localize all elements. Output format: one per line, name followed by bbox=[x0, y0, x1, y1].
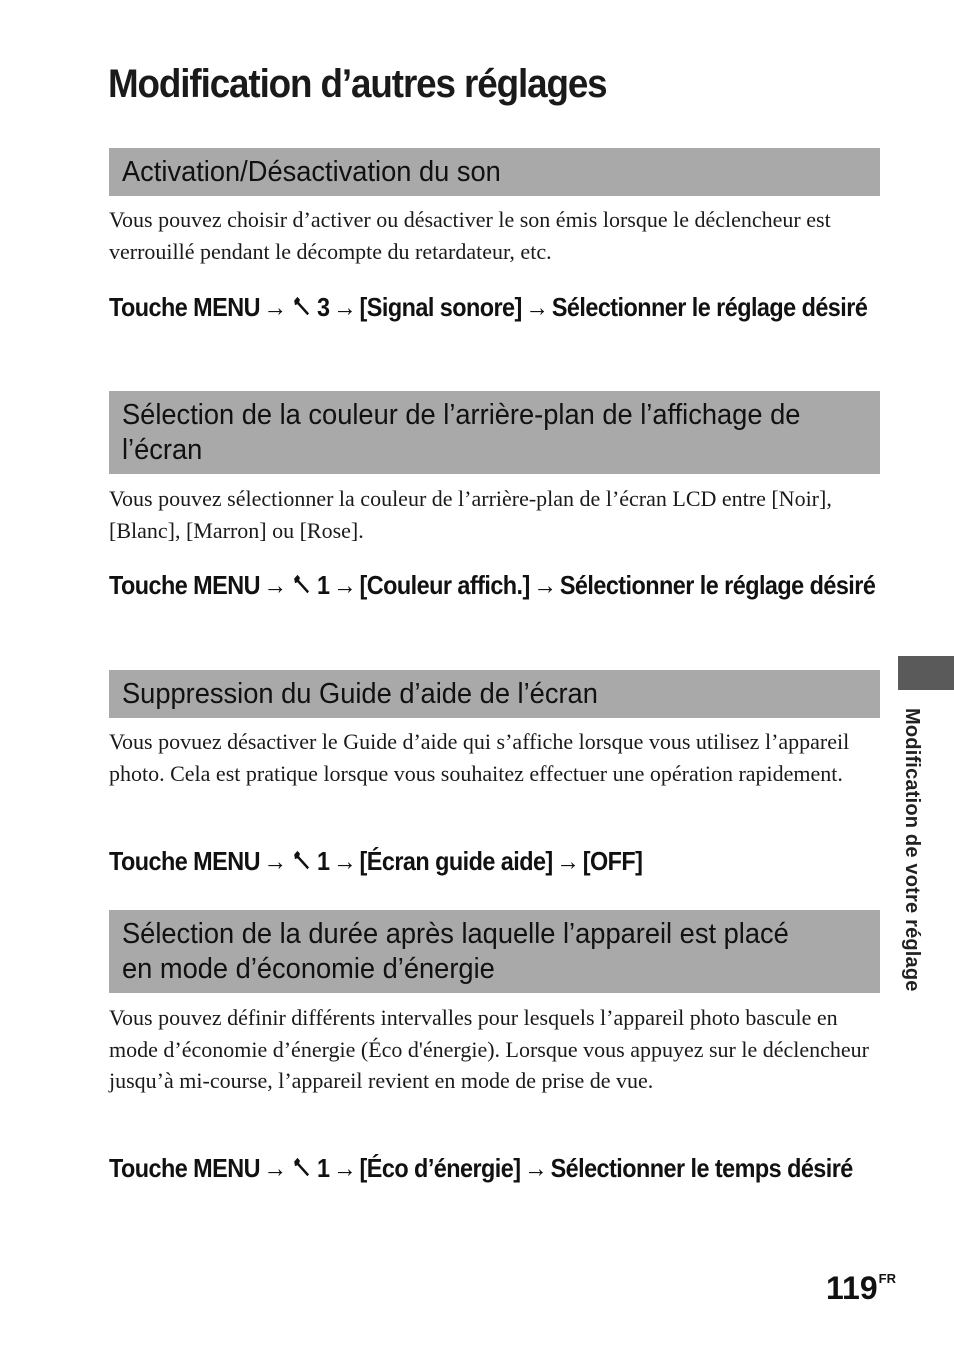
section-heading-power-save: Sélection de la durée après laquelle l’appareil est placé en mode d’économie d’énergie bbox=[109, 910, 880, 993]
arrow-icon: → bbox=[333, 570, 356, 600]
section-heading-sound: Activation/Désactivation du son bbox=[109, 148, 880, 196]
arrow-icon: → bbox=[263, 1153, 287, 1183]
procedure-sound: Touche MENU → 3 → [Signal sonore] → Sélectionner le réglage désiré bbox=[109, 289, 889, 325]
wrench-icon bbox=[292, 296, 312, 318]
section-body-background-color: Vous pouvez sélectionner la couleur de l’arrière-plan de l’écran LCD entre [Noir], [Blanc], [Marron] ou [Rose]. bbox=[109, 486, 832, 543]
arrow-icon: → bbox=[263, 846, 287, 876]
section-body-power-save: Vous pouvez définir différents intervalles pour lesquels l’appareil photo bascule en mode d’économie d’énergie (Éco d'énergie). Lorsque vous appuyez sur le déclencheur jusqu’à mi-course, l’appareil revient en mode de prise de vue. bbox=[109, 1005, 870, 1093]
arrow-icon: → bbox=[263, 570, 287, 600]
arrow-icon: → bbox=[333, 292, 356, 322]
chapter-tab-marker bbox=[898, 656, 954, 690]
arrow-icon: → bbox=[525, 292, 549, 322]
page-title: Modification d’autres réglages bbox=[108, 62, 607, 106]
arrow-icon: → bbox=[333, 846, 356, 876]
arrow-icon: → bbox=[333, 1153, 356, 1183]
procedure-power-save: Touche MENU → 1 → [Éco d’énergie] → Sélectionner le temps désiré bbox=[109, 1150, 889, 1186]
arrow-icon: → bbox=[533, 570, 557, 600]
language-suffix: FR bbox=[878, 1271, 896, 1286]
procedure-help-guide: Touche MENU → 1 → [Écran guide aide] → [OFF] bbox=[109, 843, 889, 879]
section-heading-help-guide: Suppression du Guide d’aide de l’écran bbox=[109, 670, 880, 718]
section-body-sound: Vous pouvez choisir d’activer ou désactiver le son émis lorsque le déclencheur est verrouillé pendant le décompte du retardateur, etc. bbox=[109, 207, 831, 264]
arrow-icon: → bbox=[556, 846, 580, 876]
wrench-icon bbox=[292, 574, 312, 596]
arrow-icon: → bbox=[263, 292, 287, 322]
section-body-help-guide: Vous povuez désactiver le Guide d’aide qui s’affiche lorsque vous utilisez l’appareil photo. Cela est pratique lorsque vous souhaitez effectuer une opération rapidement. bbox=[109, 729, 850, 786]
section-heading-background-color: Sélection de la couleur de l’arrière-plan de l’affichage de l’écran bbox=[109, 391, 880, 474]
arrow-icon: → bbox=[524, 1153, 547, 1183]
page-number: $119^{FR}$ bbox=[826, 1270, 896, 1306]
wrench-icon bbox=[292, 850, 312, 872]
wrench-icon bbox=[292, 1157, 312, 1179]
chapter-side-label: Modification de votre réglage bbox=[901, 708, 923, 992]
procedure-background-color: Touche MENU → 1 → [Couleur affich.] → Sélectionner le réglage désiré bbox=[109, 567, 889, 603]
